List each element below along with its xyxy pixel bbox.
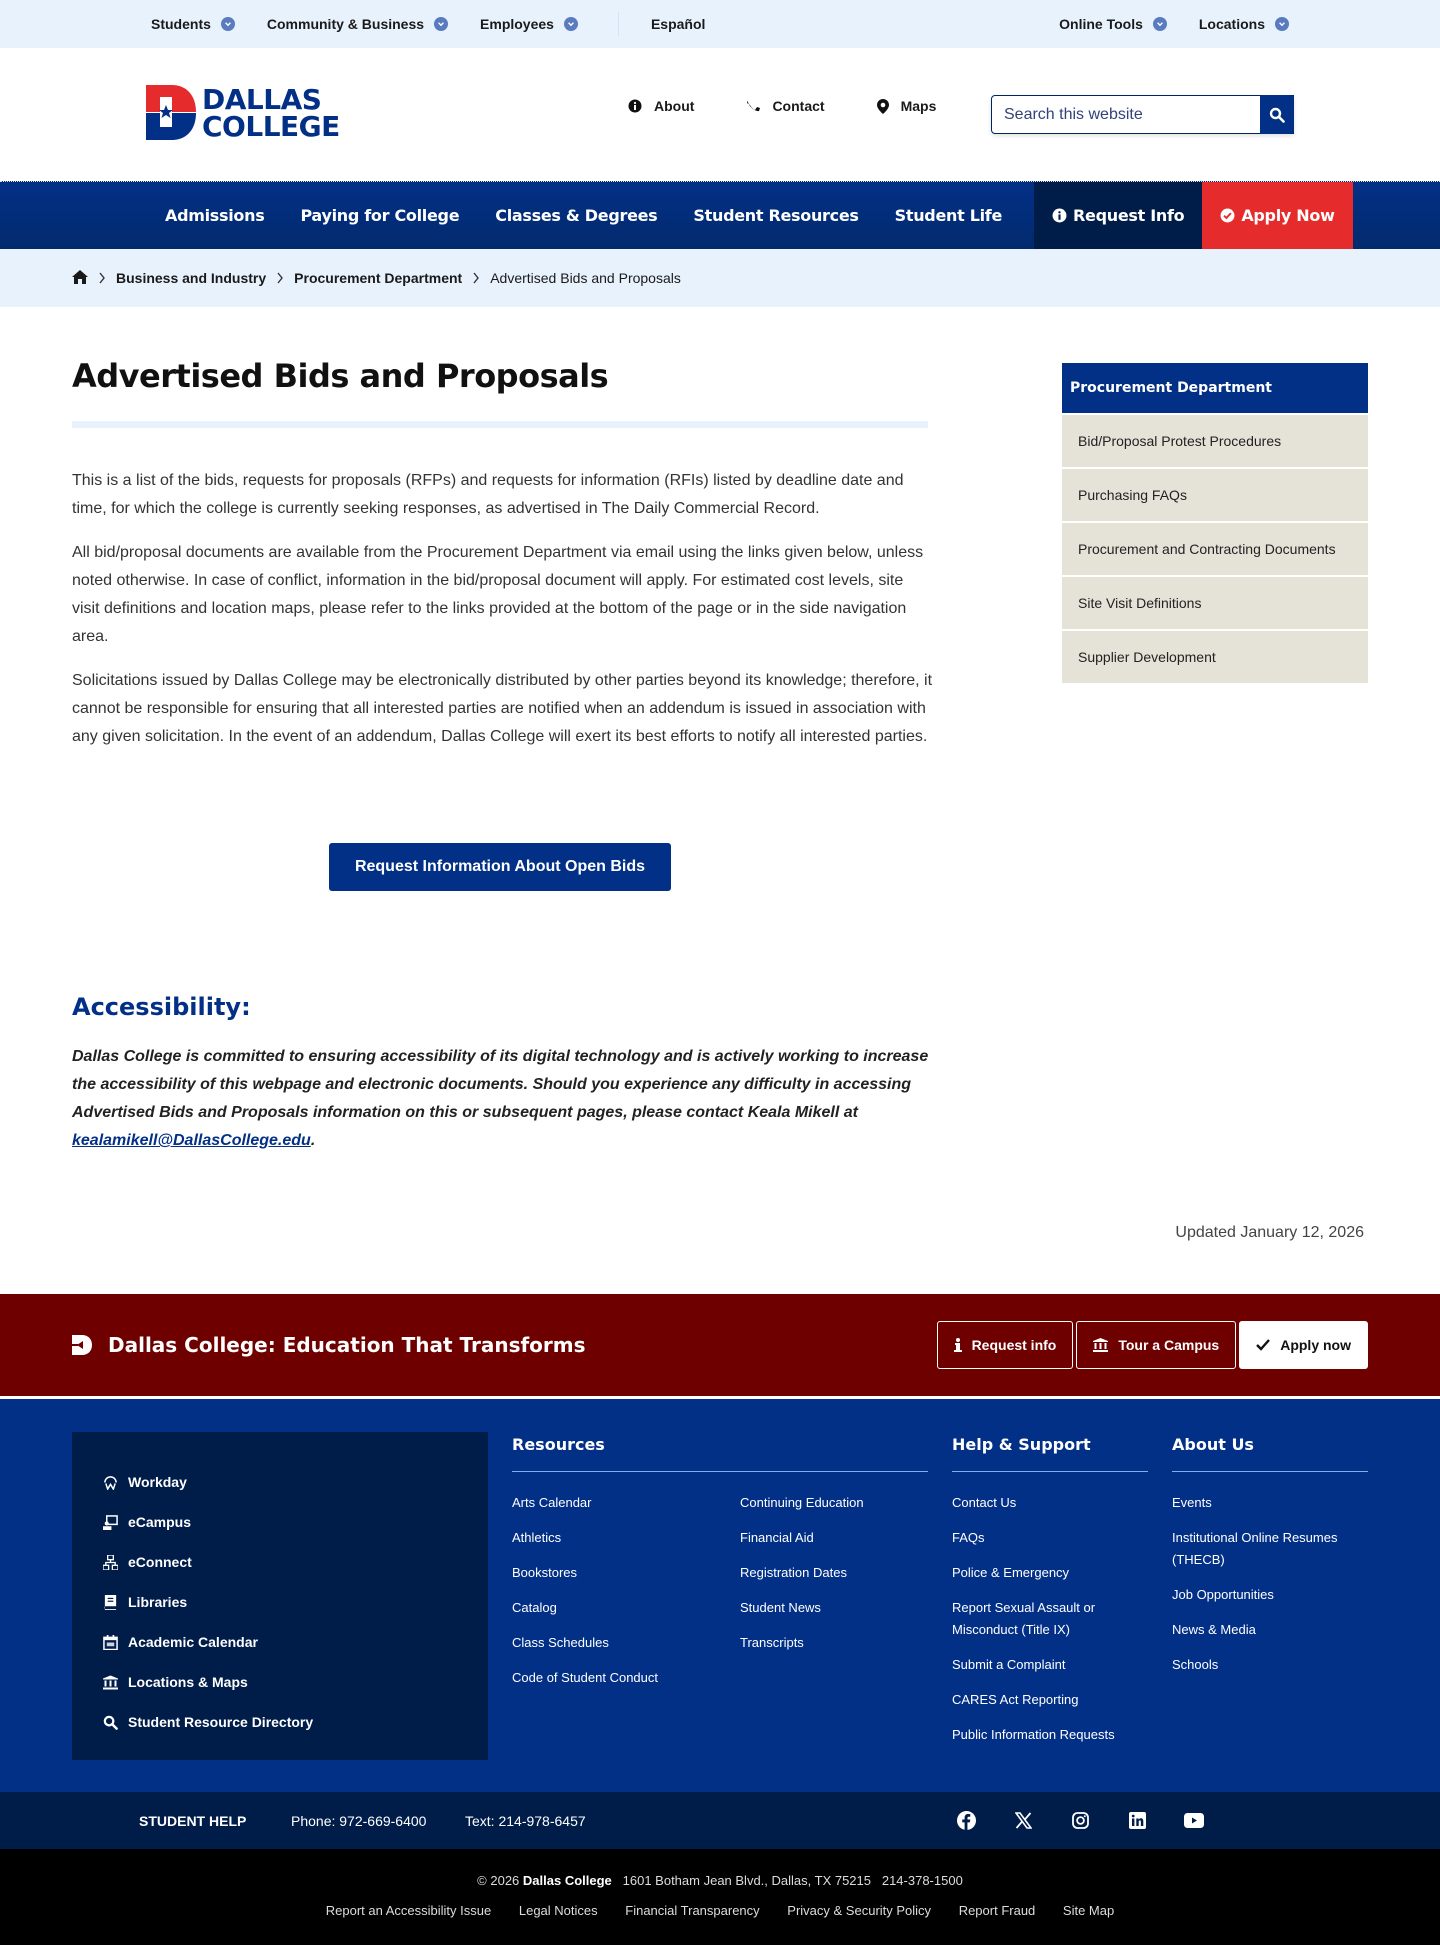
nav-student-life[interactable]: Student Life [894,206,1002,225]
copyright-line [0,1873,1440,1888]
book-icon [103,1595,118,1610]
utility-online-tools[interactable] [1059,16,1167,32]
tool-label: Student Resource Directory [128,1714,314,1730]
nav-student-resources[interactable]: Student Resources [693,206,859,225]
workday-icon [103,1475,118,1490]
utility-community-business[interactable] [267,16,448,32]
about-link[interactable] [628,98,694,114]
info-circle-icon [1052,208,1067,223]
legal-link[interactable]: Legal Notices [518,1903,598,1918]
footer-request-info-button[interactable] [937,1321,1074,1369]
logo-wordmark [202,82,340,143]
footer-resources-column [512,1435,928,1702]
main-content [0,307,1440,1294]
tool-academic-calendar[interactable] [103,1622,488,1662]
language-espanol-link[interactable]: Español [650,16,706,32]
chevron-right-icon [472,272,480,284]
contact-label: Contact [772,98,825,114]
paragraph: This is a list of the bids, requests for proposals (RFPs) and requests for information (RFIs) listed by deadline date and time, for which the college is currently seeking responses, as advertised in The Daily Commercial Record. [72,472,904,517]
footer-link[interactable]: Public Information Requests [952,1727,1115,1742]
map-pin-icon [877,99,889,114]
phone-icon [746,99,760,113]
facebook-icon[interactable] [956,1811,976,1831]
legal-link[interactable]: Report an Accessibility Issue [325,1903,492,1918]
tour-campus-button[interactable] [1076,1321,1236,1369]
button-label: Apply now [1280,1337,1351,1353]
paragraph: All bid/proposal documents are available from the Procurement Department via email using the links given below, unless noted otherwise. In case of conflict, information in the bid/proposal document will apply. For estimated cost levels, site visit definitions and location maps, please refer to the links provided at the bottom of the page or in the side navigation area. [72,544,924,645]
tagline-band [0,1294,1440,1399]
footer-link[interactable]: Registration Dates [740,1565,847,1580]
tool-workday[interactable] [103,1462,488,1502]
utility-locations[interactable] [1199,16,1289,32]
updated-date: Updated January 12, 2026 [1175,1224,1364,1241]
youtube-icon[interactable] [1184,1811,1204,1831]
dallas-d-icon [72,1335,92,1355]
logo-line-1: DALLAS [202,82,322,116]
chevron-down-icon [1153,17,1167,31]
about-us-heading: About Us [1172,1435,1368,1472]
footer-link[interactable]: Police & Emergency [952,1565,1070,1580]
title-divider [72,421,928,428]
logo-d-icon [146,85,196,140]
tool-label: eConnect [128,1554,192,1570]
sidenav-item[interactable]: Supplier Development [1062,631,1368,683]
breadcrumb-current: Advertised Bids and Proposals [490,270,681,286]
breadcrumb-procurement-department[interactable]: Procurement Department [294,270,463,286]
check-icon [1256,1339,1270,1351]
breadcrumb-home[interactable] [72,270,88,287]
footer-link[interactable]: Class Schedules [512,1635,609,1650]
legal-link[interactable]: Privacy & Security Policy [787,1903,932,1918]
nav-paying-for-college[interactable]: Paying for College [300,206,460,225]
sidenav-item[interactable]: Procurement and Contracting Documents [1062,523,1368,575]
maps-label: Maps [900,98,937,114]
footer-link[interactable]: Transcripts [740,1635,804,1650]
request-info-open-bids-button[interactable]: Request Information About Open Bids [329,843,671,891]
quick-links [628,98,988,114]
footer-link[interactable]: Job Opportunities [1172,1587,1274,1602]
copyright: © 2026 [477,1873,520,1888]
tool-ecampus[interactable] [103,1502,488,1542]
paragraph: Solicitations issued by Dallas College may be electronically distributed by other parties beyond its knowledge; therefore, it cannot be responsible for ensuring that all interested parties are notified when an addendum is issued in association with any given solicitation. In the event of an addendum, Dallas College will exert its best efforts to notify all interested parties. [72,672,933,745]
social-links [956,1811,1241,1831]
check-circle-icon [1220,208,1235,223]
search-icon [1269,107,1285,123]
request-info-label: Request Info [1073,206,1185,225]
footer-link[interactable]: Events [1172,1495,1212,1510]
info-circle-icon [628,99,642,113]
tagline-text: Dallas College: Education That Transforms [108,1333,586,1357]
footer-about-column [1172,1435,1368,1689]
footer-link[interactable]: Contact Us [952,1495,1017,1510]
contact-link[interactable] [746,98,824,114]
student-help-bar [0,1792,1440,1849]
chevron-right-icon [98,272,106,284]
utility-employees[interactable] [480,16,578,32]
student-help-phone[interactable]: Phone: 972-669-6400 [291,1812,427,1829]
chevron-down-icon [564,17,578,31]
tagline [72,1333,586,1357]
legal-footer [0,1849,1440,1945]
tool-student-resource-directory[interactable] [103,1702,488,1742]
nav-admissions[interactable]: Admissions [165,206,265,225]
maps-link[interactable] [877,98,937,114]
footer-link[interactable]: Bookstores [512,1565,578,1580]
site-footer [0,1399,1440,1792]
tool-locations-maps[interactable] [103,1662,488,1702]
footer-link[interactable]: Student News [740,1600,821,1615]
footer-link[interactable]: Continuing Education [740,1495,864,1510]
student-help-label: STUDENT HELP [139,1812,247,1829]
footer-link[interactable]: CARES Act Reporting [952,1692,1079,1707]
button-label: Tour a Campus [1118,1337,1220,1353]
sidenav-item[interactable]: Bid/Proposal Protest Procedures [1062,415,1368,467]
tool-label: eCampus [128,1514,192,1530]
chevron-right-icon [276,272,284,284]
footer-link[interactable]: Schools [1172,1657,1219,1672]
breadcrumb [0,249,1440,307]
utility-label: Community & Business [266,16,425,32]
info-icon [954,1338,962,1352]
accessibility-statement [72,1043,932,1155]
dallas-college-logo[interactable] [146,82,340,143]
punctuation: . [310,1132,316,1149]
nav-request-info[interactable] [1034,182,1202,249]
utility-label: Locations [1198,16,1265,32]
button-label: Request info [971,1337,1057,1353]
side-navigation [1062,363,1368,685]
search-button[interactable] [1260,95,1294,134]
tool-econnect[interactable] [103,1542,488,1582]
accessibility-heading: Accessibility: [72,993,251,1021]
footer-apply-now-button[interactable] [1239,1321,1368,1369]
accessibility-email-link[interactable]: kealamikell@DallasCollege.edu [72,1132,311,1149]
footer-link[interactable]: Submit a Complaint [952,1657,1066,1672]
calendar-icon [103,1635,118,1650]
linkedin-icon[interactable] [1127,1811,1147,1831]
footer-link[interactable]: FAQs [952,1530,985,1545]
org-name: Dallas College [522,1873,612,1888]
utility-label: Students [151,16,211,32]
footer-link[interactable]: News & Media [1172,1622,1256,1637]
footer-link[interactable]: Financial Aid [740,1530,814,1545]
sidenav-item[interactable]: Site Visit Definitions [1062,577,1368,629]
footer-link[interactable]: Code of Student Conduct [512,1670,658,1685]
resources-heading: Resources [512,1435,928,1472]
instagram-icon[interactable] [1070,1811,1090,1831]
online-tools-panel [72,1432,488,1760]
home-icon [72,270,88,284]
address: 1601 Botham Jean Blvd., Dallas, TX 75215 [622,1873,871,1888]
sidenav-item[interactable]: Purchasing FAQs [1062,469,1368,521]
intro-text [72,467,932,767]
page-title: Advertised Bids and Proposals [72,357,609,395]
chevron-down-icon [1275,17,1289,31]
footer-link[interactable]: Arts Calendar [512,1495,592,1510]
accessibility-text: Dallas College is committed to ensuring accessibility of its digital technology and is actively working to increase the accessibility of this webpage and electronic documents. Should you experience any difficulty in accessing Advertised Bids and Proposals information on this or subsequent pages, please contact Keala Mikell at [72,1048,929,1121]
tool-label: Libraries [128,1594,188,1610]
x-icon[interactable] [1013,1811,1033,1831]
landmark-icon [103,1675,118,1690]
chevron-down-icon [221,17,235,31]
footer-link[interactable]: Report Sexual Assault or Misconduct (Title IX) [952,1600,1096,1637]
divider [618,12,619,36]
about-label: About [654,98,695,114]
tool-label: Locations & Maps [128,1674,248,1690]
utility-label: Employees [480,16,554,32]
chalkboard-icon [103,1515,118,1530]
search-input[interactable]: Search this website [991,95,1294,134]
tool-label: Workday [128,1474,187,1490]
chevron-down-icon [434,17,448,31]
footer-help-column [952,1435,1148,1759]
main-nav [0,181,1440,249]
footer-link[interactable]: Athletics [512,1530,562,1545]
help-support-heading: Help & Support [952,1435,1148,1472]
search-icon [103,1715,118,1730]
utility-label: Online Tools [1059,16,1143,32]
network-icon [103,1555,118,1570]
legal-link[interactable]: Site Map [1062,1903,1115,1918]
footer-link[interactable]: Institutional Online Resumes (THECB) [1172,1530,1338,1567]
sidenav-procurement-department[interactable]: Procurement Department [1062,363,1368,415]
logo-line-2: COLLEGE [202,109,340,143]
main-phone: 214-378-1500 [881,1873,963,1888]
tool-libraries[interactable] [103,1582,488,1622]
nav-classes-degrees[interactable]: Classes & Degrees [495,206,658,225]
tool-label: Academic Calendar [128,1634,258,1650]
landmark-icon [1093,1338,1108,1352]
legal-link[interactable]: Financial Transparency [625,1903,760,1918]
utility-students[interactable] [151,16,235,32]
legal-link[interactable]: Report Fraud [958,1903,1036,1918]
nav-apply-now[interactable] [1202,182,1352,249]
utility-bar [0,0,1440,48]
student-help-text[interactable]: Text: 214-978-6457 [465,1812,586,1829]
legal-links [0,1903,1440,1918]
apply-now-label: Apply Now [1241,206,1335,225]
footer-link[interactable]: Catalog [512,1600,557,1615]
breadcrumb-business-industry[interactable]: Business and Industry [116,270,267,286]
